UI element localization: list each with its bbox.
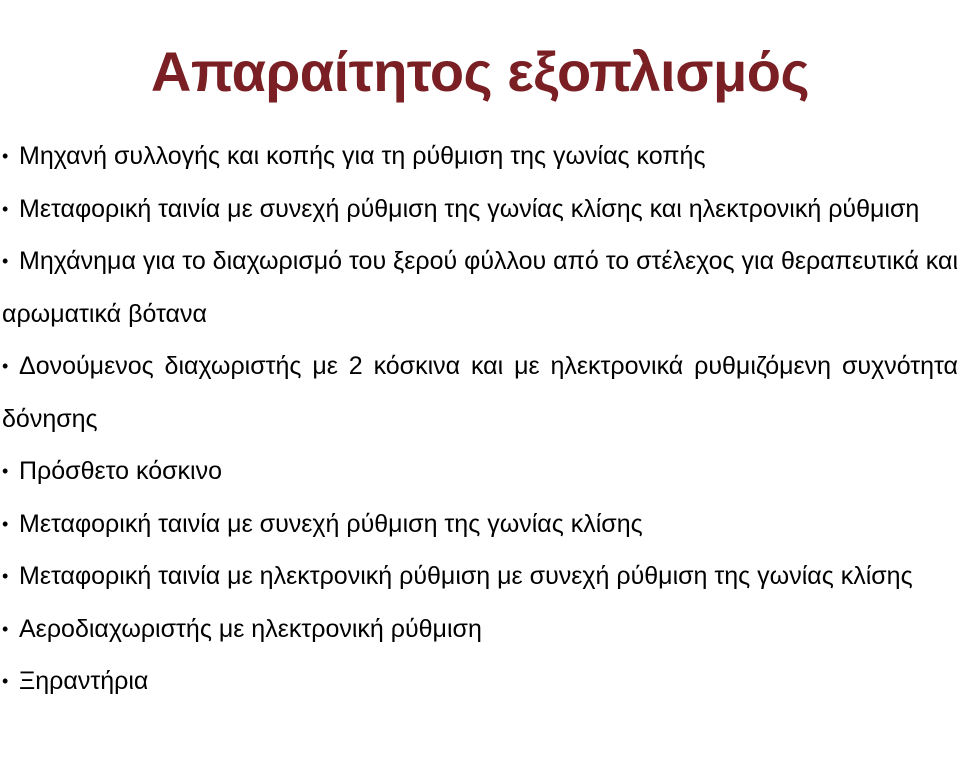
list-item [2,340,958,445]
list-item-text: Δονούμενος διαχωριστής με 2 κόσκινα και με ηλεκτρονικά ρυθμιζόμενη συχνότητα δόνησης [2,352,958,433]
list-item [2,550,958,603]
list-item-text: Ξηραντήρια [19,667,149,695]
list-item-text: Μεταφορική ταινία με συνεχή ρύθμιση της γωνίας κλίσης και ηλεκτρονική ρύθμιση [19,194,920,223]
list-item-text: Μηχανή συλλογής και κοπής για τη ρύθμιση της γωνίας κοπής [19,142,706,170]
list-item-text: Πρόσθετο κόσκινο [19,457,223,485]
list-item [2,130,958,183]
list-item [2,603,958,656]
bullet-icon: • [2,146,9,166]
list-item [2,445,958,498]
list-item [2,183,958,236]
equipment-list [2,130,958,708]
list-item [2,235,958,340]
list-item [2,655,958,708]
list-item [2,498,958,551]
list-item-text: Μεταφορική ταινία με συνεχή ρύθμιση της γωνίας κλίσης [19,509,643,538]
list-item-text: Μεταφορική ταινία με ηλεκτρονική ρύθμιση με συνεχή ρύθμιση της γωνίας κλίσης [19,562,913,590]
bullet-icon: • [2,356,9,376]
slide-title: Απαραίτητος εξοπλισμός [150,39,810,103]
bullet-icon: • [2,671,9,691]
bullet-icon: • [2,513,9,534]
bullet-icon: • [2,198,9,219]
list-item-text: Αεροδιαχωριστής με ηλεκτρονική ρύθμιση [19,614,482,643]
list-item-text: Μηχάνημα για το διαχωρισμό του ξερού φύλλου από το στέλεχος για θεραπευτικά και αρωματικά βότανα [2,247,959,328]
bullet-icon: • [2,566,9,586]
bullet-icon: • [2,461,9,481]
bullet-icon: • [2,618,9,639]
bullet-icon: • [2,251,9,271]
